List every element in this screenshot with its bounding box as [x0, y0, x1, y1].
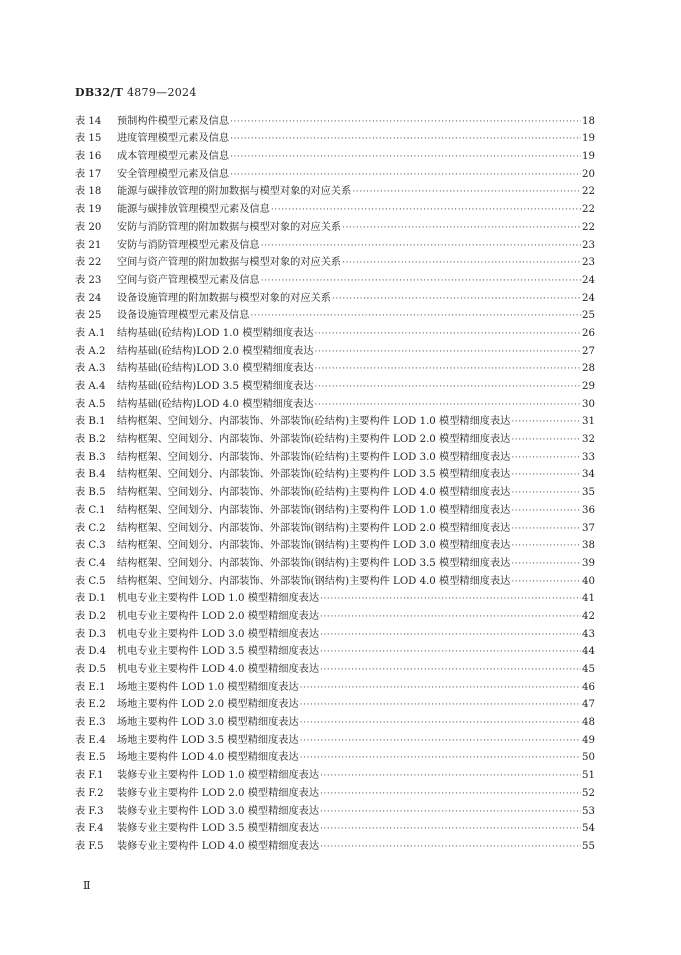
toc-entry-title: 安防与消防管理模型元素及信息 [117, 239, 260, 251]
toc-entry-title: 机电专业主要构件 LOD 3.5 模型精细度表达 [117, 646, 320, 658]
toc-entry-title: 设备设施管理模型元素及信息 [117, 310, 250, 322]
toc-entry-number: 表 17 [75, 168, 102, 180]
toc-leader-dots [511, 434, 581, 446]
toc-entry-number: 表 A.5 [75, 398, 106, 410]
toc-entry-title: 场地主要构件 LOD 3.5 模型精细度表达 [117, 734, 299, 746]
toc-entry-title: 场地主要构件 LOD 2.0 模型精细度表达 [117, 699, 299, 711]
toc-entry[interactable] [75, 641, 595, 659]
page-number: Ⅱ [83, 879, 91, 892]
toc-entry[interactable] [75, 818, 595, 836]
toc-entry-title: 结构框架、空间划分、内部装饰、外部装饰(砼结构)主要构件 LOD 4.0 模型精细度表达 [117, 487, 511, 499]
toc-leader-dots [315, 363, 581, 375]
toc-entry[interactable] [75, 110, 595, 128]
toc-entry[interactable] [75, 552, 595, 570]
toc-leader-dots [320, 841, 581, 853]
toc-entry[interactable] [75, 216, 595, 234]
toc-leader-dots [315, 328, 581, 340]
toc-entry[interactable] [75, 252, 595, 270]
toc-entry-page: 22 [582, 186, 595, 198]
toc-entry-number: 表 F.3 [75, 805, 104, 817]
toc-entry[interactable] [75, 128, 595, 146]
toc-entry-page: 32 [582, 434, 595, 446]
toc-entry-number: 表 A.4 [75, 381, 106, 392]
toc-entry-number: 表 19 [75, 204, 102, 216]
toc-entry[interactable] [75, 305, 595, 323]
toc-entry[interactable] [75, 676, 595, 694]
toc-entry-number: 表 C.3 [75, 540, 106, 552]
standard-code-prefix: DB32/T [75, 86, 124, 99]
toc-entry-title: 结构框架、空间划分、内部装饰、外部装饰(钢结构)主要构件 LOD 3.5 模型精细度表达 [117, 557, 511, 569]
toc-entry-number: 表 D.1 [75, 593, 106, 605]
toc-entry[interactable] [75, 464, 595, 482]
toc-entry[interactable] [75, 340, 595, 358]
toc-entry-page: 53 [582, 805, 595, 817]
toc-entry-page: 48 [582, 717, 595, 729]
toc-entry-page: 42 [582, 610, 595, 622]
toc-leader-dots [300, 717, 581, 729]
toc-entry-number: 表 A.3 [75, 363, 106, 375]
toc-entry-title: 结构框架、空间划分、内部装饰、外部装饰(砼结构)主要构件 LOD 3.0 模型精细度表达 [117, 451, 511, 463]
toc-entry[interactable] [75, 588, 595, 606]
toc-entry-title: 结构基础(砼结构)LOD 4.0 模型精细度表达 [117, 398, 314, 410]
toc-entry[interactable] [75, 623, 595, 641]
toc-leader-dots [300, 699, 581, 711]
toc-entry[interactable] [75, 782, 595, 800]
toc-entry[interactable] [75, 481, 595, 499]
toc-entry-number: 表 F.5 [75, 840, 104, 852]
toc-entry-page: 45 [582, 664, 595, 675]
toc-entry[interactable] [75, 375, 595, 393]
toc-entry-number: 表 D.4 [75, 646, 106, 658]
toc-entry-number: 表 D.2 [75, 610, 106, 622]
toc-entry-title: 机电专业主要构件 LOD 1.0 模型精细度表达 [117, 593, 320, 605]
toc-entry-page: 23 [582, 239, 595, 251]
toc-entry-page: 22 [582, 221, 595, 233]
toc-entry-page: 30 [582, 398, 595, 410]
toc-entry-title: 装修专业主要构件 LOD 3.0 模型精细度表达 [117, 805, 320, 817]
toc-entry-page: 38 [582, 540, 595, 552]
toc-entry-page: 22 [582, 204, 595, 216]
toc-entry-number: 表 B.1 [75, 416, 106, 428]
toc-entry-page: 28 [582, 363, 595, 375]
toc-entry[interactable] [75, 287, 595, 305]
toc-entry-title: 结构基础(砼结构)LOD 3.0 模型精细度表达 [117, 363, 314, 375]
toc-entry-title: 场地主要构件 LOD 4.0 模型精细度表达 [117, 752, 299, 764]
toc-entry-page: 51 [582, 770, 595, 782]
toc-entry-page: 33 [582, 451, 595, 463]
toc-entry-number: 表 18 [75, 186, 102, 198]
toc-leader-dots [230, 116, 581, 128]
toc-entry[interactable] [75, 835, 595, 853]
toc-entry-page: 49 [582, 734, 595, 746]
toc-leader-dots [315, 346, 581, 358]
toc-entry-title: 结构框架、空间划分、内部装饰、外部装饰(钢结构)主要构件 LOD 1.0 模型精细度表达 [117, 504, 511, 516]
toc-entry-page: 20 [582, 168, 595, 180]
toc-entry[interactable] [75, 535, 595, 553]
toc-entry[interactable] [75, 764, 595, 782]
toc-entry-page: 44 [582, 646, 595, 658]
toc-entry[interactable] [75, 411, 595, 429]
toc-entry-title: 机电专业主要构件 LOD 3.0 模型精细度表达 [117, 628, 320, 640]
toc-entry-title: 装修专业主要构件 LOD 4.0 模型精细度表达 [117, 840, 320, 852]
toc-leader-dots [511, 487, 581, 499]
toc-entry[interactable] [75, 145, 595, 163]
toc-entry-number: 表 C.2 [75, 522, 106, 534]
toc-entry-title: 结构基础(砼结构)LOD 2.0 模型精细度表达 [117, 345, 314, 357]
toc-entry[interactable] [75, 800, 595, 818]
toc-entry-page: 18 [582, 115, 595, 127]
toc-entry-page: 37 [582, 522, 595, 534]
toc-entry[interactable] [75, 322, 595, 340]
toc-leader-dots [320, 823, 581, 835]
toc-entry[interactable] [75, 747, 595, 765]
toc-entry-title: 结构基础(砼结构)LOD 3.5 模型精细度表达 [117, 381, 314, 392]
toc-leader-dots [315, 381, 581, 393]
toc-leader-dots [271, 204, 581, 216]
toc-entry-page: 19 [582, 133, 595, 145]
toc-entry-title: 结构框架、空间划分、内部装饰、外部装饰(砼结构)主要构件 LOD 2.0 模型精细度表达 [117, 434, 511, 446]
toc-entry[interactable] [75, 393, 595, 411]
toc-entry-number: 表 15 [75, 133, 102, 145]
toc-entry-number: 表 F.4 [75, 823, 104, 835]
toc-entry[interactable] [75, 163, 595, 181]
toc-entry-page: 46 [582, 681, 595, 693]
toc-entry-title: 设备设施管理的附加数据与模型对象的对应关系 [117, 292, 331, 304]
toc-entry[interactable] [75, 570, 595, 588]
toc-entry-number: 表 B.4 [75, 469, 106, 481]
toc-entry-page: 43 [582, 628, 595, 640]
toc-entry-page: 27 [582, 345, 595, 357]
toc-entry-number: 表 25 [75, 310, 102, 322]
toc-entry-page: 50 [582, 752, 595, 764]
toc-entry-number: 表 A.1 [75, 327, 106, 339]
toc-entry-page: 24 [582, 292, 595, 304]
toc-entry-title: 装修专业主要构件 LOD 3.5 模型精细度表达 [117, 823, 320, 835]
toc-entry[interactable] [75, 658, 595, 676]
toc-leader-dots [315, 399, 581, 411]
toc-entry-title: 结构框架、空间划分、内部装饰、外部装饰(钢结构)主要构件 LOD 3.0 模型精细度表达 [117, 540, 511, 552]
toc-entry-page: 26 [582, 327, 595, 339]
toc-leader-dots [511, 469, 581, 481]
toc-entry-page: 41 [582, 593, 595, 605]
toc-entry-title: 结构基础(砼结构)LOD 1.0 模型精细度表达 [117, 327, 314, 339]
toc-leader-dots [332, 293, 581, 305]
toc-entry-page: 55 [582, 840, 595, 852]
toc-leader-dots [320, 788, 581, 800]
toc-leader-dots [320, 770, 581, 782]
toc-entry-number: 表 E.2 [75, 699, 106, 711]
toc-entry[interactable] [75, 711, 595, 729]
toc-entry-page: 35 [582, 487, 595, 499]
toc-entry-number: 表 A.2 [75, 345, 106, 357]
toc-entry-number: 表 D.3 [75, 628, 106, 640]
toc-leader-dots [261, 240, 581, 252]
toc-entry-page: 24 [582, 274, 595, 286]
toc-entry-page: 19 [582, 151, 595, 163]
toc-leader-dots [300, 752, 581, 764]
toc-entry[interactable] [75, 181, 595, 199]
toc-entry-page: 34 [582, 469, 595, 481]
toc-entry-title: 空间与资产管理模型元素及信息 [117, 274, 260, 286]
toc-entry-page: 25 [582, 310, 595, 322]
toc-entry-title: 装修专业主要构件 LOD 2.0 模型精细度表达 [117, 787, 320, 799]
toc-entry-title: 机电专业主要构件 LOD 4.0 模型精细度表达 [117, 664, 320, 675]
toc-leader-dots [352, 186, 581, 198]
toc-entry-number: 表 D.5 [75, 664, 106, 675]
toc-entry-title: 能源与碳排放管理的附加数据与模型对象的对应关系 [117, 186, 352, 198]
toc-leader-dots [511, 540, 581, 552]
toc-entry-number: 表 E.5 [75, 752, 106, 764]
toc-entry-number: 表 F.1 [75, 770, 104, 782]
toc-entry-page: 54 [582, 823, 595, 835]
toc-entry[interactable] [75, 694, 595, 712]
toc-leader-dots [342, 222, 581, 234]
toc-entry-number: 表 E.4 [75, 734, 106, 746]
toc-entry-title: 结构框架、空间划分、内部装饰、外部装饰(钢结构)主要构件 LOD 2.0 模型精细度表达 [117, 522, 511, 534]
toc-entry-title: 场地主要构件 LOD 3.0 模型精细度表达 [117, 717, 299, 729]
toc-leader-dots [320, 629, 581, 641]
toc-leader-dots [320, 611, 581, 623]
toc-entry-page: 36 [582, 504, 595, 516]
toc-entry-number: 表 14 [75, 115, 102, 127]
toc-entry-page: 23 [582, 257, 595, 269]
table-of-contents [75, 110, 595, 853]
toc-leader-dots [230, 151, 581, 163]
toc-entry-number: 表 20 [75, 221, 102, 233]
toc-entry-page: 47 [582, 699, 595, 711]
toc-entry-number: 表 C.4 [75, 557, 106, 569]
toc-entry-number: 表 24 [75, 292, 102, 304]
toc-leader-dots [230, 169, 581, 181]
toc-leader-dots [511, 416, 581, 428]
toc-leader-dots [342, 257, 581, 269]
toc-entry-number: 表 21 [75, 239, 102, 251]
toc-entry-page: 52 [582, 787, 595, 799]
toc-entry-title: 结构框架、空间划分、内部装饰、外部装饰(砼结构)主要构件 LOD 3.5 模型精细度表达 [117, 469, 511, 481]
toc-entry-number: 表 23 [75, 274, 102, 286]
standard-code-number: 4879—2024 [123, 86, 197, 99]
toc-entry-number: 表 16 [75, 151, 102, 163]
toc-entry-number: 表 B.2 [75, 434, 106, 446]
toc-entry[interactable] [75, 499, 595, 517]
toc-entry-number: 表 B.5 [75, 487, 106, 499]
toc-entry-page: 40 [582, 575, 595, 587]
toc-entry[interactable] [75, 605, 595, 623]
toc-entry-number: 表 B.3 [75, 451, 106, 463]
toc-leader-dots [261, 275, 581, 287]
toc-leader-dots [300, 735, 581, 747]
toc-entry-page: 29 [582, 381, 595, 392]
toc-entry[interactable] [75, 269, 595, 287]
toc-entry-title: 安防与消防管理的附加数据与模型对象的对应关系 [117, 221, 342, 233]
toc-entry-title: 结构框架、空间划分、内部装饰、外部装饰(钢结构)主要构件 LOD 4.0 模型精细度表达 [117, 575, 511, 587]
toc-leader-dots [250, 310, 581, 322]
toc-entry-title: 能源与碳排放管理模型元素及信息 [117, 204, 270, 216]
toc-entry-number: 表 C.1 [75, 504, 106, 516]
toc-entry[interactable] [75, 198, 595, 216]
toc-entry-number: 表 22 [75, 257, 102, 269]
toc-entry-title: 结构框架、空间划分、内部装饰、外部装饰(砼结构)主要构件 LOD 1.0 模型精细度表达 [117, 416, 511, 428]
toc-entry-number: 表 E.3 [75, 717, 106, 729]
toc-leader-dots [511, 505, 581, 517]
toc-entry-page: 39 [582, 557, 595, 569]
toc-leader-dots [230, 133, 581, 145]
toc-leader-dots [511, 523, 581, 535]
toc-entry-number: 表 C.5 [75, 575, 106, 587]
toc-leader-dots [320, 593, 581, 605]
toc-entry-title: 装修专业主要构件 LOD 1.0 模型精细度表达 [117, 770, 320, 782]
toc-entry-title: 空间与资产管理的附加数据与模型对象的对应关系 [117, 257, 342, 269]
toc-entry-title: 机电专业主要构件 LOD 2.0 模型精细度表达 [117, 610, 320, 622]
toc-entry[interactable] [75, 446, 595, 464]
toc-entry-number: 表 E.1 [75, 681, 106, 693]
toc-entry-title: 场地主要构件 LOD 1.0 模型精细度表达 [117, 681, 299, 693]
toc-entry-title: 进度管理模型元素及信息 [117, 133, 230, 145]
toc-entry[interactable] [75, 517, 595, 535]
toc-leader-dots [320, 664, 581, 676]
toc-leader-dots [511, 558, 581, 570]
toc-leader-dots [320, 806, 581, 818]
toc-entry[interactable] [75, 358, 595, 376]
toc-entry-title: 安全管理模型元素及信息 [117, 168, 230, 180]
toc-leader-dots [511, 576, 581, 588]
toc-entry-page: 31 [582, 416, 595, 428]
toc-entry-number: 表 F.2 [75, 787, 104, 799]
toc-entry[interactable] [75, 234, 595, 252]
toc-leader-dots [300, 682, 581, 694]
document-header [75, 86, 197, 99]
toc-entry-title: 预制构件模型元素及信息 [117, 115, 230, 127]
toc-leader-dots [320, 646, 581, 658]
toc-entry[interactable] [75, 428, 595, 446]
toc-leader-dots [511, 452, 581, 464]
toc-entry[interactable] [75, 729, 595, 747]
toc-entry-title: 成本管理模型元素及信息 [117, 151, 230, 163]
